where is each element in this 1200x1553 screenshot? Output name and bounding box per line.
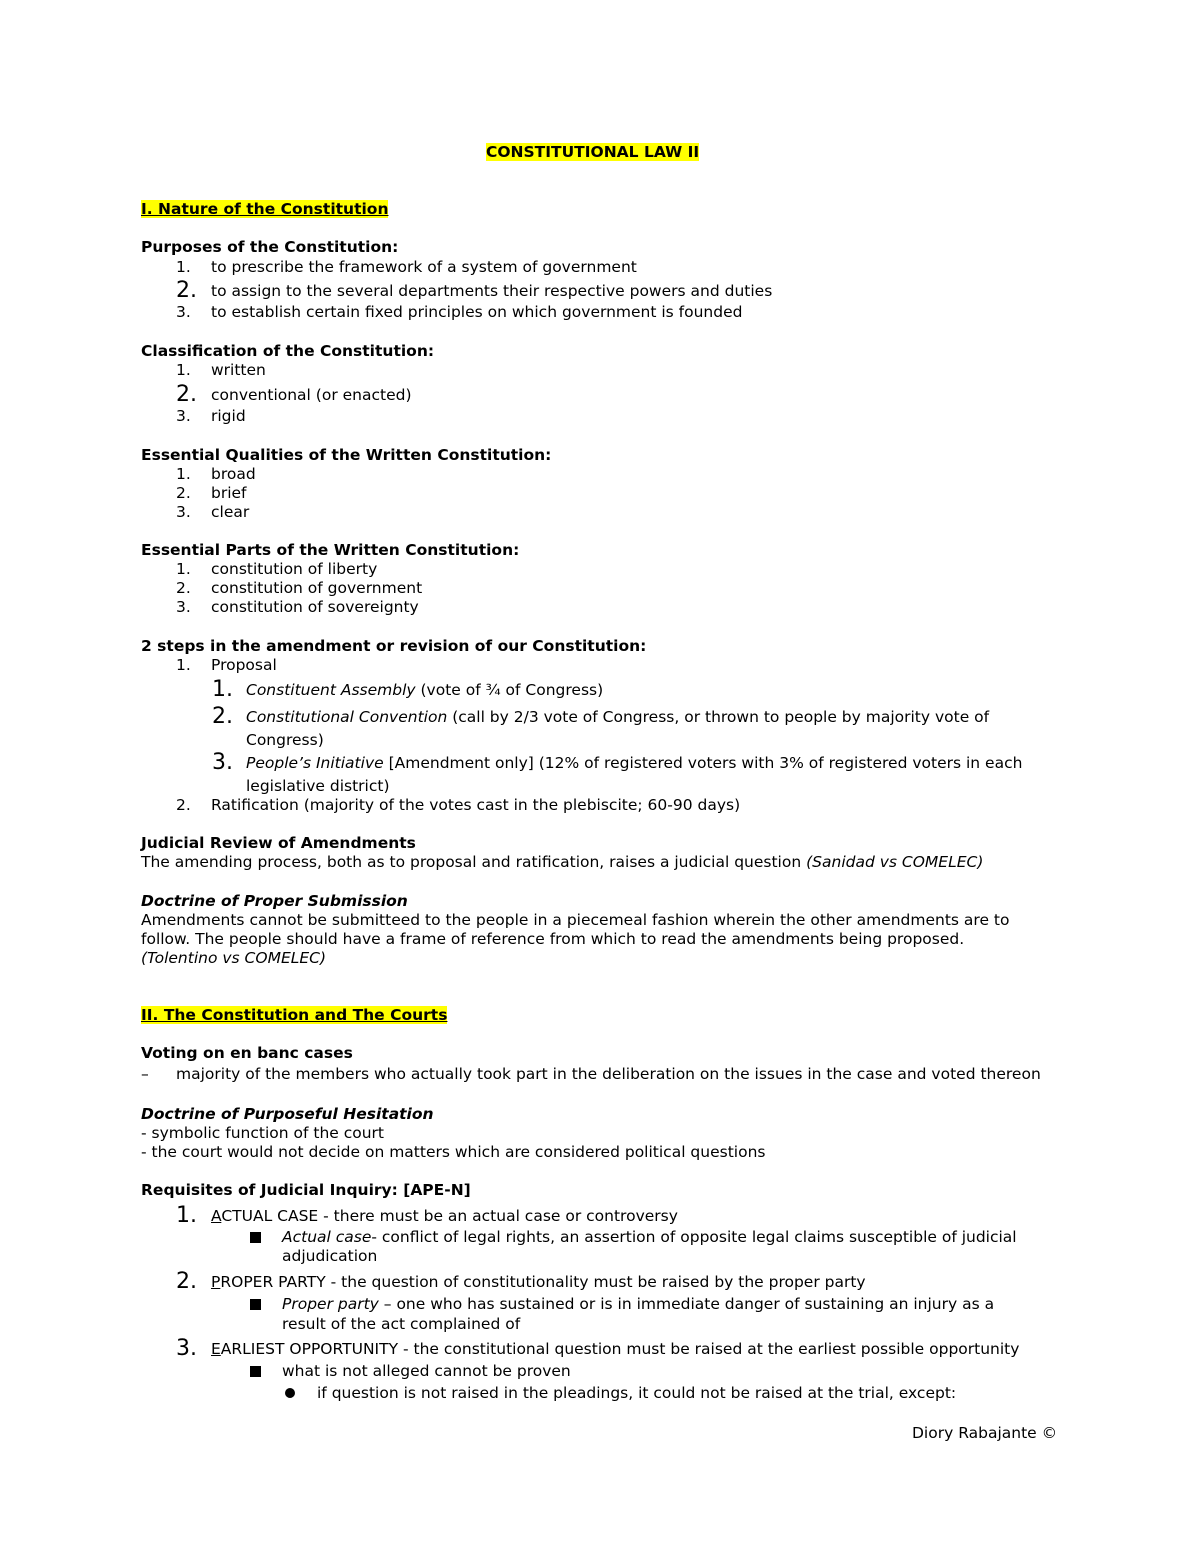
list-text: if question is not raised in the pleadings, it could not be raised at the trial, except:: [317, 1384, 957, 1402]
list-text: to prescribe the framework of a system of government: [211, 258, 637, 276]
list-text: written: [211, 361, 266, 379]
paragraph-line: - the court would not decide on matters which are considered political questions: [141, 1143, 766, 1161]
term: Actual case: [282, 1228, 372, 1246]
list-text: - the question of constitutionality must be raised by the proper party: [325, 1273, 866, 1291]
requisites-heading: Requisites of Judicial Inquiry: [APE-N]: [141, 1181, 471, 1199]
list-text: (vote of ¾ of Congress): [415, 681, 604, 699]
list-number: 2.: [176, 382, 197, 407]
qualities-heading: Essential Qualities of the Written Constitution:: [141, 446, 552, 464]
term: Constitutional Convention: [246, 708, 448, 726]
list-number: 2.: [176, 796, 191, 814]
list-text: Ratification (majority of the votes cast in the plebiscite; 60-90 days): [211, 796, 741, 814]
list-number: 1.: [176, 656, 191, 674]
title-text: CONSTITUTIONAL LAW II: [486, 143, 700, 161]
voting-heading: Voting on en banc cases: [141, 1044, 353, 1062]
list-text: – one who has sustained or is in immediate danger of sustaining an injury as a: [378, 1295, 995, 1313]
list-text: majority of the members who actually took part in the deliberation on the issues in the case and voted thereon: [176, 1065, 1041, 1083]
list-text: constitution of government: [211, 579, 423, 597]
section-2-heading-text: II. The Constitution and The Courts: [141, 1006, 448, 1024]
list-number: 2.: [212, 704, 233, 729]
section-2-heading: [141, 1005, 447, 1025]
list-number: 2.: [176, 1269, 197, 1294]
list-text: what is not alleged cannot be proven: [282, 1362, 571, 1380]
list-number: 3.: [176, 503, 191, 521]
list-number: 1.: [176, 1203, 197, 1228]
purposes-heading: Purposes of the Constitution:: [141, 238, 399, 256]
list-text: Proposal: [211, 656, 277, 674]
dash-bullet: –: [141, 1065, 149, 1083]
list-number: 2.: [176, 579, 191, 597]
amendment-heading: 2 steps in the amendment or revision of our Constitution:: [141, 637, 647, 655]
term: Constituent Assembly: [246, 681, 416, 699]
requisite-label: ROPER PARTY: [220, 1273, 326, 1291]
list-text: constitution of sovereignty: [211, 598, 419, 616]
list-continuation: legislative district): [246, 777, 390, 795]
list-number: 2.: [176, 278, 197, 303]
hesitation-heading: Doctrine of Purposeful Hesitation: [141, 1105, 434, 1123]
footer-author: Diory Rabajante ©: [912, 1424, 1058, 1442]
square-bullet-icon: [250, 1299, 261, 1310]
list-number: 3.: [176, 407, 191, 425]
paragraph-text: The amending process, both as to proposal and ratification, raises a judicial question: [141, 853, 807, 871]
list-text: rigid: [211, 407, 246, 425]
term: People’s Initiative: [246, 754, 384, 772]
parts-heading: Essential Parts of the Written Constitution:: [141, 541, 520, 559]
list-number: 1.: [176, 465, 191, 483]
list-text: constitution of liberty: [211, 560, 378, 578]
section-1-heading: [141, 199, 388, 219]
list-text: - the constitutional question must be raised at the earliest possible opportunity: [398, 1340, 1020, 1358]
square-bullet-icon: [250, 1232, 261, 1243]
square-bullet-icon: [250, 1366, 261, 1377]
section-1-heading-text: I. Nature of the Constitution: [141, 200, 389, 218]
list-text: [Amendment only] (12% of registered voters with 3% of registered voters in each: [383, 754, 1023, 772]
list-number: 3.: [176, 1336, 197, 1361]
list-text: - there must be an actual case or controversy: [318, 1207, 678, 1225]
case-citation: (Sanidad vs COMELEC): [806, 853, 984, 871]
requisite-label: CTUAL CASE: [221, 1207, 319, 1225]
judicial-review-text: [141, 852, 983, 872]
list-text: to establish certain fixed principles on which government is founded: [211, 303, 743, 321]
paragraph-line: Amendments cannot be submitteed to the people in a piecemeal fashion wherein the other amendments are to: [141, 911, 1010, 929]
judicial-review-heading: Judicial Review of Amendments: [141, 834, 416, 852]
requisite-label: ARLIEST OPPORTUNITY: [220, 1340, 399, 1358]
list-continuation: result of the act complained of: [282, 1315, 521, 1333]
classification-heading: Classification of the Constitution:: [141, 342, 435, 360]
term: Proper party: [282, 1295, 379, 1313]
list-text: (call by 2/3 vote of Congress, or thrown to people by majority vote of: [447, 708, 990, 726]
list-number: 3.: [212, 750, 233, 775]
proper-submission-heading: Doctrine of Proper Submission: [141, 892, 408, 910]
mnemonic-letter: E: [211, 1340, 221, 1358]
paragraph-line: - symbolic function of the court: [141, 1124, 385, 1142]
list-number: 1.: [176, 560, 191, 578]
list-text: clear: [211, 503, 250, 521]
list-number: 3.: [176, 598, 191, 616]
list-number: 1.: [212, 677, 233, 702]
list-continuation: adjudication: [282, 1247, 378, 1265]
list-text: to assign to the several departments their respective powers and duties: [211, 282, 773, 300]
list-number: 2.: [176, 484, 191, 502]
case-citation: (Tolentino vs COMELEC): [141, 949, 327, 967]
list-text: brief: [211, 484, 247, 502]
list-number: 1.: [176, 361, 191, 379]
list-text: - conflict of legal rights, an assertion of opposite legal claims susceptible of judicial: [371, 1228, 1017, 1246]
list-text: broad: [211, 465, 256, 483]
paragraph-line: follow. The people should have a frame of reference from which to read the amendments being proposed.: [141, 930, 965, 948]
round-bullet-icon: [285, 1388, 295, 1398]
list-number: 1.: [176, 258, 191, 276]
list-text: conventional (or enacted): [211, 386, 412, 404]
mnemonic-letter: A: [211, 1207, 222, 1225]
mnemonic-letter: P: [211, 1273, 221, 1291]
page-title: [486, 142, 699, 162]
list-continuation: Congress): [246, 731, 324, 749]
list-number: 3.: [176, 303, 191, 321]
